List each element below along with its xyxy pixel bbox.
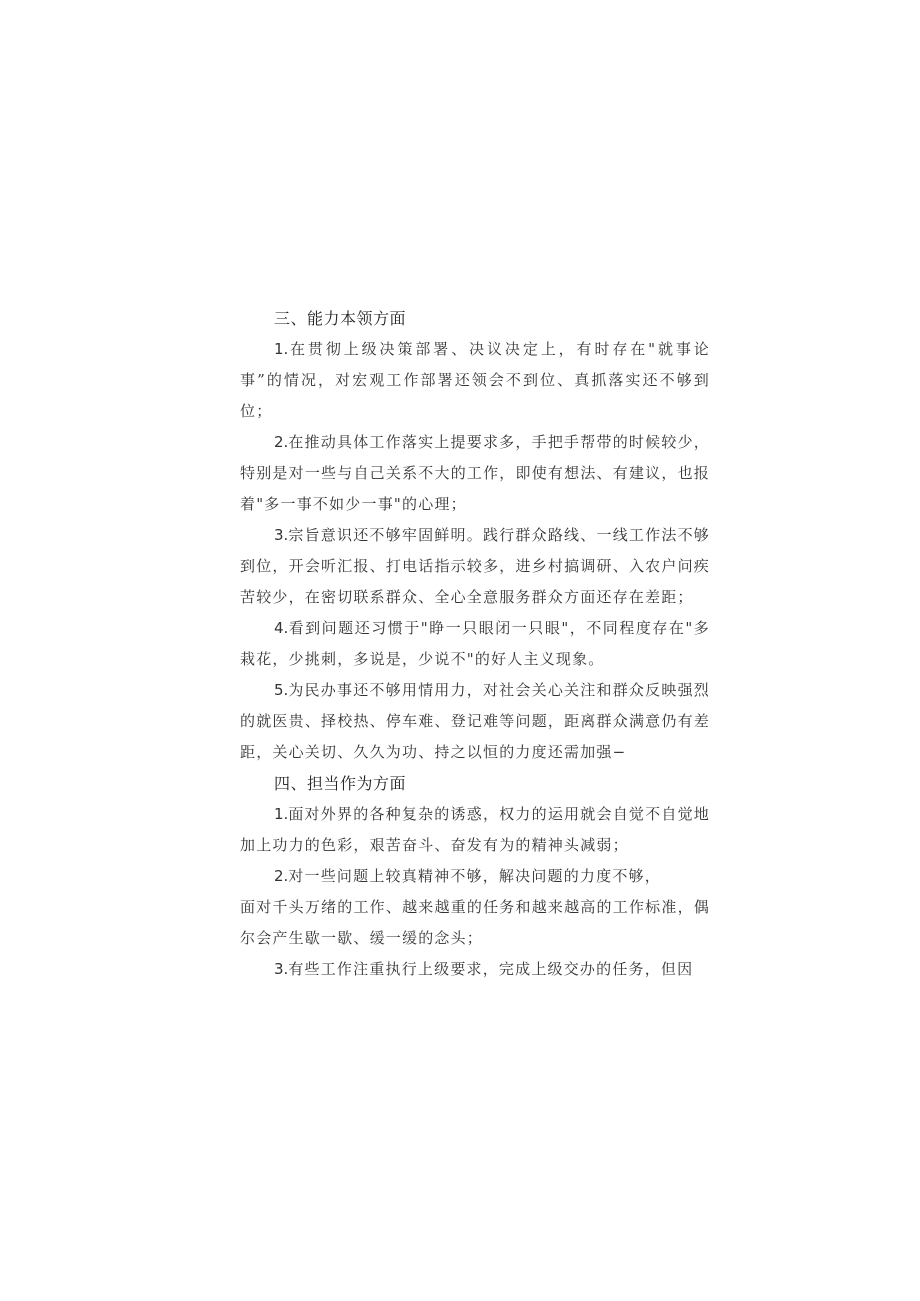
list-item <box>240 954 710 985</box>
item-number: 4. <box>274 619 289 637</box>
item-text: 在推动具体工作落实上提要求多，手把手帮带的时候较少，特别是对一些与自己关系不大的工作，即使有想法、有建议，也报着"多一事不如少一事"的心理； <box>240 433 710 513</box>
item-text: 有些工作注重执行上级要求，完成上级交办的任务，但因 <box>288 960 694 978</box>
list-item <box>240 861 710 954</box>
item-text: 在贯彻上级决策部署、决议决定上，有时存在"就事论事”的情况，对宏观工作部署还领会不到位、真抓落实还不够到位； <box>240 340 710 420</box>
list-item <box>240 613 710 675</box>
list-item <box>240 520 710 613</box>
list-item <box>240 427 710 520</box>
item-text: 面对外界的各种复杂的诱惑，权力的运用就会自觉不自觉地加上功力的色彩，艰苦奋斗、奋发有为的精神头减弱； <box>240 805 710 854</box>
item-number: 5. <box>274 681 289 699</box>
item-text: 宗旨意识还不够牢固鲜明。践行群众路线、一线工作法不够到位，开会听汇报、打电话指示较多，进乡村搞调研、入农户问疾苦较少，在密切联系群众、全心全意服务群众方面还存在差距； <box>240 526 710 606</box>
item-text: 对一些问题上较真精神不够，解决问题的力度不够， <box>288 867 661 885</box>
item-number: 3. <box>274 960 289 978</box>
list-item <box>240 334 710 427</box>
item-number: 1. <box>274 340 289 358</box>
item-text: 为民办事还不够用情用力，对社会关心关注和群众反映强烈的就医贵、择校热、停车难、登记难等问题，距离群众满意仍有差距，关心关切、久久为功、持之以恒的力度还需加强− <box>240 681 710 761</box>
section-heading-ability: 三、能力本领方面 <box>274 309 407 328</box>
item-number: 1. <box>274 805 289 823</box>
list-item <box>240 675 710 768</box>
item-number: 2. <box>274 867 289 885</box>
item-text-continued: 面对千头万绪的工作、越来越重的任务和越来越高的工作标准，偶尔会产生歇一歇、缓一缓的念头； <box>240 898 710 947</box>
document-body <box>240 303 710 985</box>
item-number: 3. <box>274 526 289 544</box>
item-number: 2. <box>274 433 289 451</box>
item-text: 看到问题还习惯于"睁一只眼闭一只眼"，不同程度存在"多栽花，少挑刺，多说是，少说不"的好人主义现象。 <box>240 619 710 668</box>
section-heading-responsibility: 四、担当作为方面 <box>274 774 407 793</box>
list-item <box>240 799 710 861</box>
